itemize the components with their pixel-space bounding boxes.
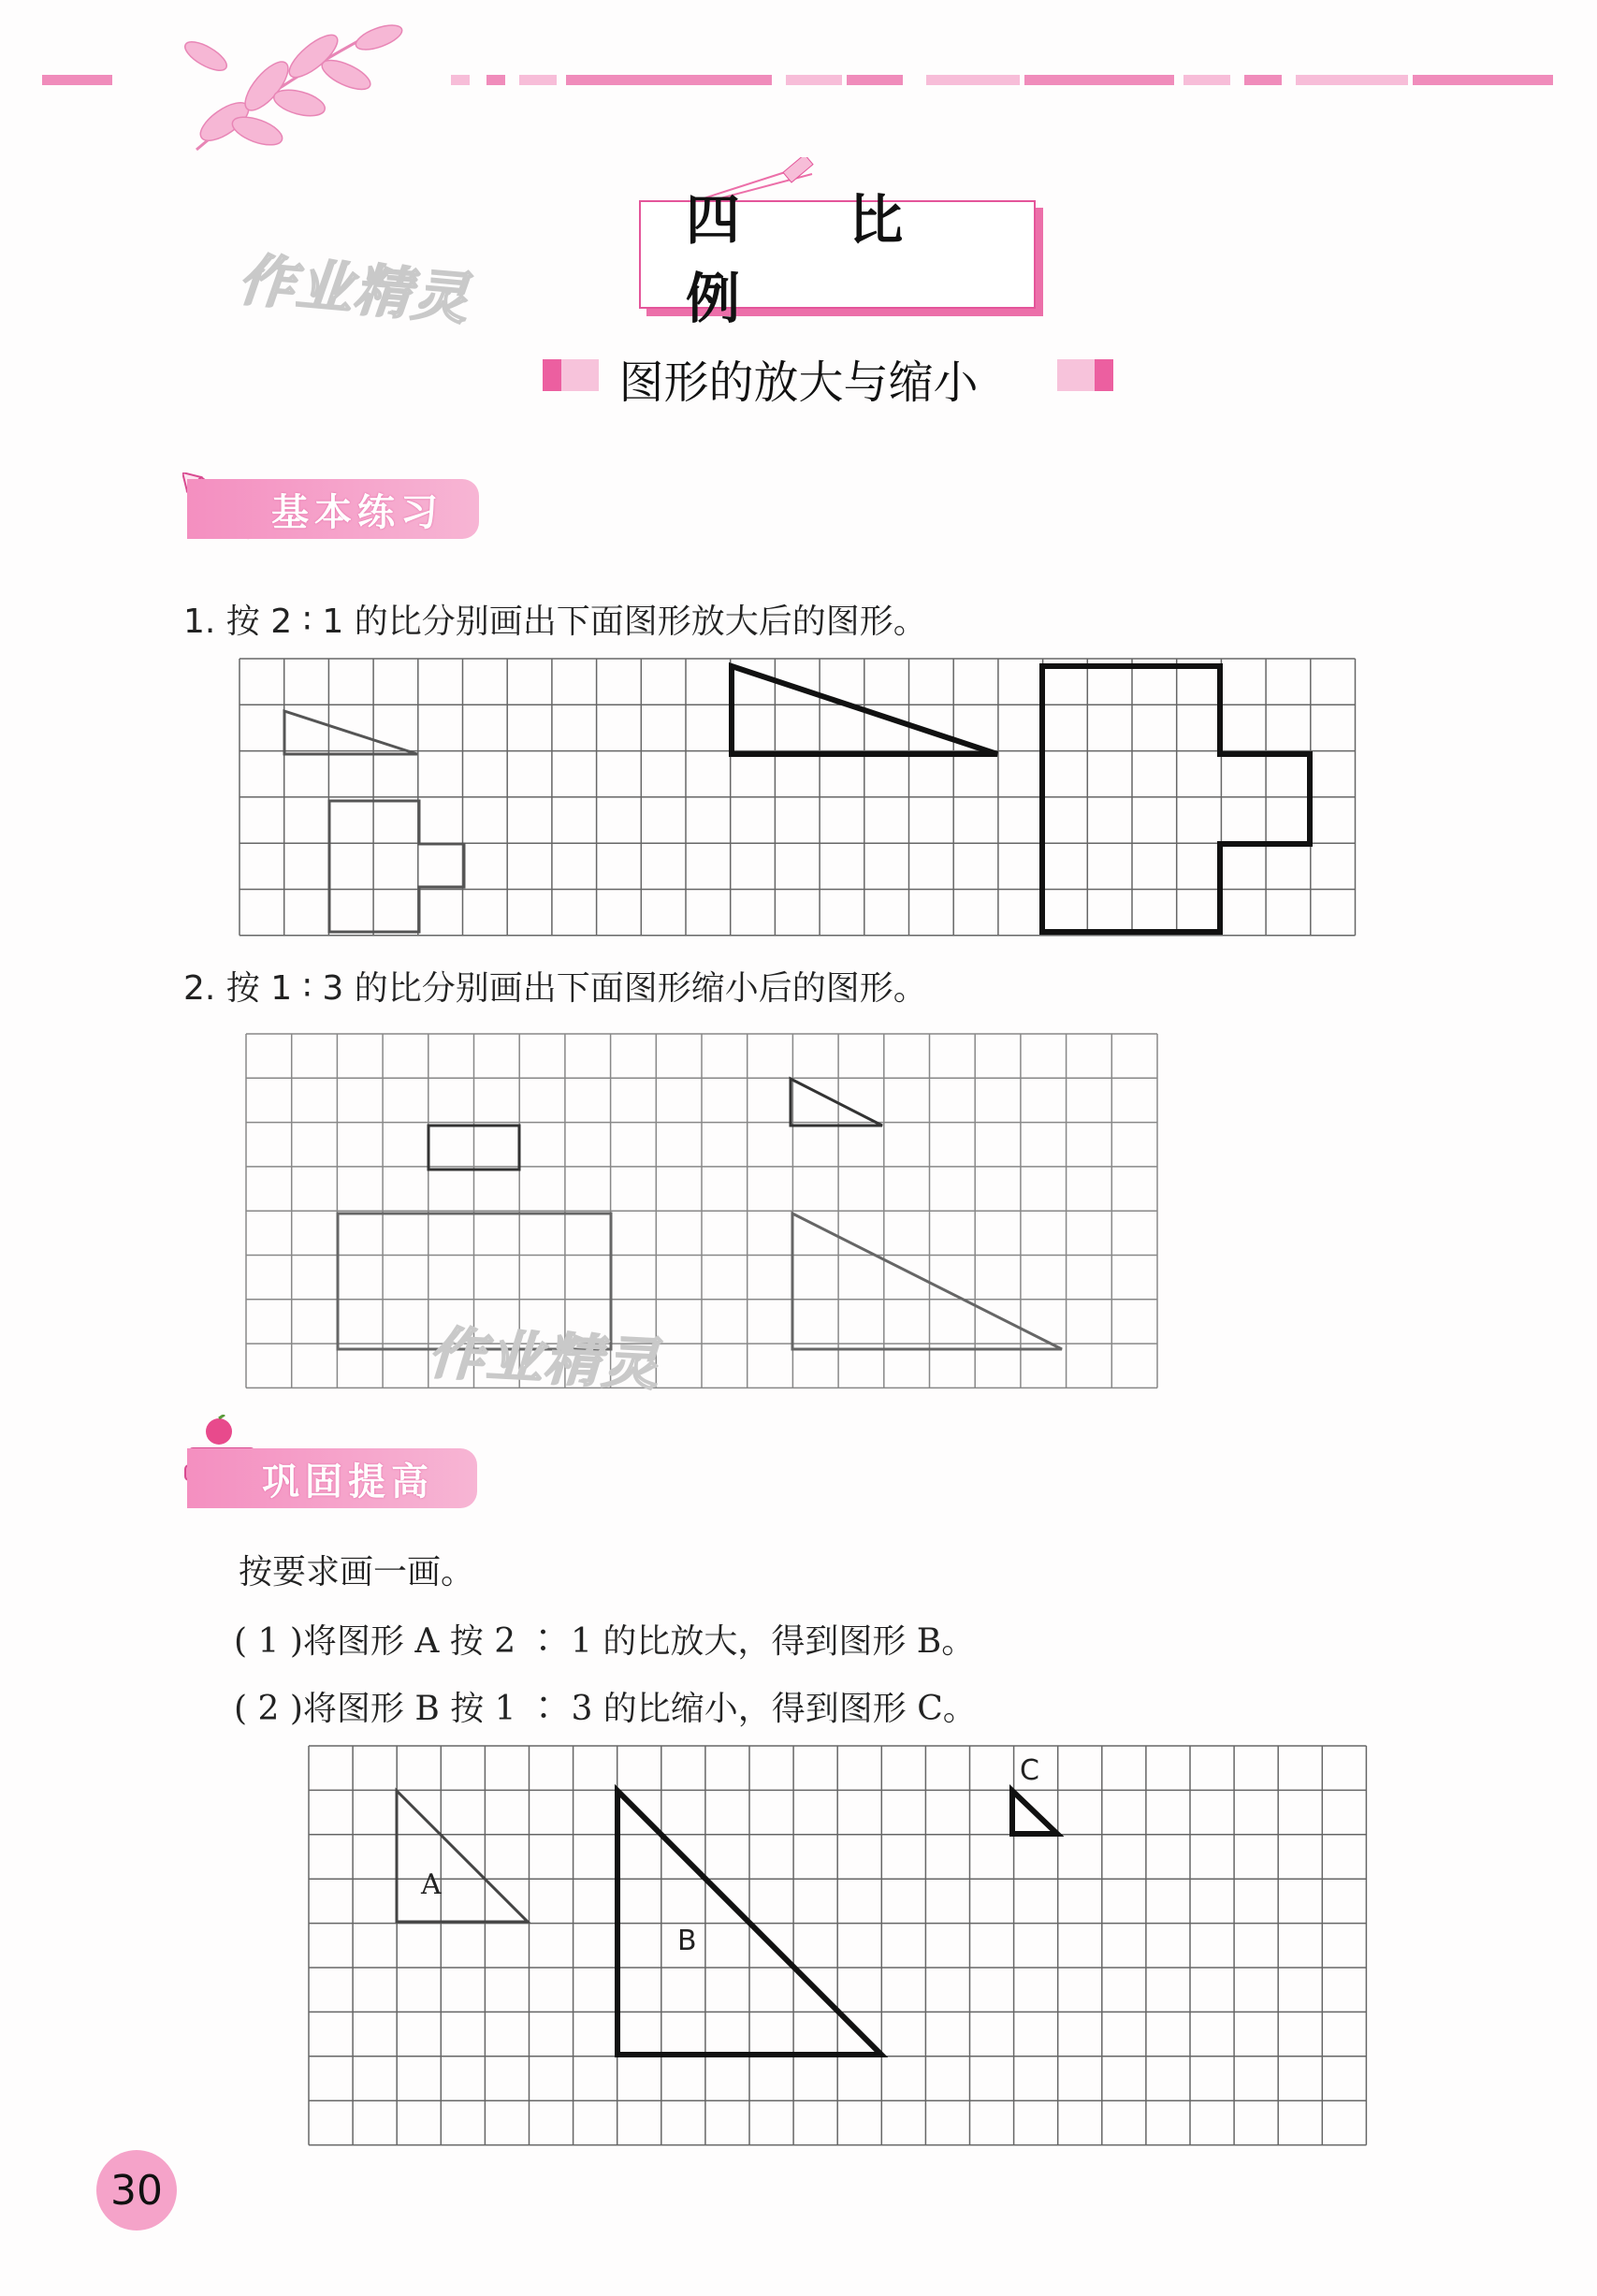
reduced-triangle-shape [791, 1079, 882, 1126]
grid-question-1 [240, 659, 1355, 937]
question-2-text: 2. 按 1 ∶ 3 的比分别画出下面图形缩小后的图形。 [183, 969, 927, 1008]
header-stripe-segment [519, 75, 557, 85]
header-stripe-segment [786, 75, 842, 85]
header-stripe-segment [847, 75, 903, 85]
section-badge-improve: 巩固提高 [187, 1448, 477, 1508]
header-stripe-segment [566, 75, 772, 85]
watermark: 作业精灵 [235, 247, 473, 333]
header-stripe-segment [1244, 75, 1282, 85]
figure-c-label: C [1020, 1754, 1039, 1787]
chapter-title-box [639, 188, 1036, 330]
lesson-title: 图形的放大与缩小 [618, 356, 979, 409]
grid-question-2 [246, 1034, 1158, 1389]
header-stripe-segment [1024, 75, 1174, 85]
question-3-part-2: ( 2 )将图形 B 按 1 ∶ 3 的比缩小，得到图形 C。 [234, 1690, 977, 1728]
chapter-title: 四 比 例 [686, 188, 949, 330]
grid-question-3 [309, 1746, 1366, 2148]
page-number: 30 [96, 2150, 177, 2231]
small-t-shape [329, 801, 464, 932]
header-stripe-segment [926, 75, 1020, 85]
figure-a-label: A [421, 1868, 442, 1901]
figure-a-triangle [397, 1791, 528, 1922]
header-stripe-segment [451, 75, 470, 85]
small-triangle-shape [284, 711, 417, 754]
header-stripe-left [42, 75, 112, 85]
header-stripe-right [1413, 75, 1553, 85]
header-stripe-segment [1296, 75, 1408, 85]
apple-icon [206, 1418, 232, 1445]
question-3-part-1: ( 1 )将图形 A 按 2 ∶ 1 的比放大，得到图形 B。 [234, 1622, 976, 1661]
header-stripe-segment [486, 75, 505, 85]
watermark: 作业精灵 [427, 1320, 662, 1399]
section-badge-basic: 基本练习 [187, 479, 479, 539]
question-1-text: 1. 按 2 ∶ 1 的比分别画出下面图形放大后的图形。 [183, 603, 927, 641]
header-stripe-segment [1183, 75, 1230, 85]
figure-b-label: B [677, 1925, 697, 1957]
large-triangle-shape [792, 1213, 1062, 1349]
figure-c-triangle [1012, 1791, 1057, 1834]
question-3-intro: 按要求画一画。 [239, 1553, 475, 1591]
leaf-branch-decoration [178, 19, 421, 159]
